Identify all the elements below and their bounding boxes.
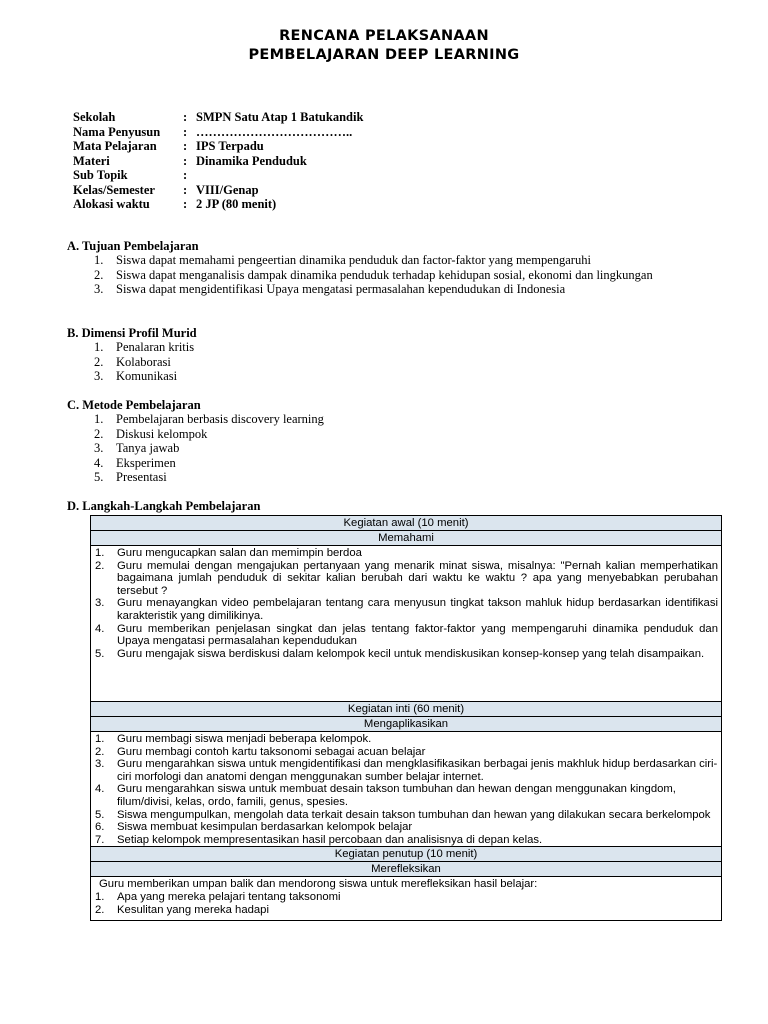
list-text: Presentasi — [116, 470, 167, 484]
list-item — [94, 427, 654, 442]
phase-body-inti — [91, 732, 722, 847]
list-item — [94, 253, 654, 268]
list-number: 5. — [95, 808, 105, 821]
info-label: Alokasi waktu — [73, 197, 150, 211]
phase-subheader-awal: Memahami — [91, 531, 722, 546]
info-value: VIII/Genap — [196, 182, 259, 197]
list-item — [95, 733, 718, 746]
section-c-list — [94, 412, 654, 485]
phase-subheader-inti: Mengaplikasikan — [91, 717, 722, 732]
info-label: Nama Penyusun — [73, 124, 161, 139]
phase-subheader-penutup: Merefleksikan — [91, 862, 722, 877]
list-text: Guru mengucapkan salan dan memimpin berdoa — [117, 547, 362, 559]
document-title-line-1: RENCANA PELAKSANAAN — [279, 28, 489, 44]
list-item — [95, 746, 718, 759]
list-text: Siswa mengumpulkan, mengolah data terkait desain takson tumbuhan dan hewan yang dilakukan secara berkelompok — [117, 808, 711, 821]
list-text: Kolaborasi — [116, 354, 171, 369]
reflection-intro: Guru memberikan umpan balik dan mendorong siswa untuk merefleksikan hasil belajar: — [99, 878, 538, 891]
phase-header-penutup: Kegiatan penutup (10 menit) — [91, 847, 722, 862]
list-number: 1. — [95, 547, 105, 559]
list-item — [94, 456, 654, 471]
info-colon: : — [183, 139, 188, 153]
list-number: 3. — [94, 441, 104, 455]
list-text: Pembelajaran berbasis discovery learning — [116, 412, 324, 426]
list-text: Guru mengarahkan siswa untuk mengidentifikasi dan mengklasifikasikan berbagai jenis makhluk hidup berdasarkan ciri-ciri morfologi dan anatomi dengan menggunakan sumber belajar internet. — [117, 758, 718, 783]
list-number: 3. — [94, 369, 104, 383]
section-d-heading: D. Langkah-Langkah Pembelajaran — [67, 499, 261, 513]
list-number: 3. — [95, 758, 105, 771]
list-text: Komunikasi — [116, 369, 178, 383]
info-label: Kelas/Semester — [73, 182, 155, 197]
info-colon: : — [183, 168, 188, 182]
phase-body-penutup — [91, 877, 722, 921]
section-a-heading: A. Tujuan Pembelajaran — [67, 239, 199, 253]
list-item — [94, 412, 654, 427]
list-item — [94, 340, 654, 355]
info-label: Mata Pelajaran — [73, 139, 157, 153]
list-text: Guru menayangkan video pembelajaran tentang cara menyusun tingkat takson mahluk hidup berdasarkan identifikasi karakteristik yang dimilikinya. — [117, 597, 718, 622]
phase-header-inti: Kegiatan inti (60 menit) — [91, 702, 722, 717]
list-item — [95, 809, 718, 822]
info-value: Dinamika Penduduk — [196, 153, 307, 168]
list-text: Siswa dapat menganalisis dampak dinamika penduduk terhadap kehidupan sosial, ekonomi dan lingkungan — [116, 267, 653, 282]
list-item — [95, 834, 718, 847]
list-number: 3. — [95, 597, 105, 610]
list-item — [95, 547, 718, 560]
list-text: Penalaran kritis — [116, 340, 195, 354]
list-text: Guru membagi contoh kartu taksonomi sebagai acuan belajar — [117, 745, 426, 758]
activity-list-inti — [95, 733, 718, 846]
phase-body-awal — [91, 546, 722, 702]
info-colon: : — [183, 182, 188, 197]
list-text: Kesulitan yang mereka hadapi — [117, 903, 269, 916]
list-text: Guru membagi siswa menjadi beberapa kelompok. — [117, 733, 372, 745]
list-item — [94, 355, 654, 370]
activity-list-awal — [95, 547, 718, 660]
section-c-heading: C. Metode Pembelajaran — [67, 398, 201, 412]
list-text: Guru memberikan penjelasan singkat dan jelas tentang faktor-faktor yang mempengaruhi dinamika penduduk dan Upaya mengatasi permasalahan kependudukan — [117, 622, 718, 648]
list-number: 2. — [94, 267, 104, 282]
section-b-list — [94, 340, 654, 384]
list-text: Diskusi kelompok — [116, 426, 208, 441]
list-number: 4. — [95, 622, 105, 635]
list-number: 7. — [95, 833, 105, 846]
list-number: 1. — [95, 733, 105, 745]
info-value: SMPN Satu Atap 1 Batukandik — [196, 110, 364, 124]
list-number: 1. — [94, 412, 104, 426]
list-item — [94, 369, 654, 384]
list-text: Guru memulai dengan mengajukan pertanyaan yang menarik minat siswa, misalnya: "Pernah kalian memperhatikan bagaimana jumlah penduduk di sekitar kalian berubah dari waktu ke waktu ? apa yang menyebabkan perubahan tersebut ? — [117, 559, 718, 597]
info-label: Sub Topik — [73, 168, 128, 182]
list-text: Guru mengarahkan siswa untuk membuat desain takson tumbuhan dan hewan dengan menggunakan kingdom, filum/divisi, kelas, ordo, famili, genus, spesies. — [117, 783, 676, 808]
list-text: Siswa dapat memahami pengeertian dinamika penduduk dan factor-faktor yang mempengaruhi — [116, 253, 591, 267]
info-colon: : — [183, 197, 188, 211]
list-number: 1. — [94, 253, 104, 267]
list-item — [95, 821, 718, 834]
list-text: Setiap kelompok mempresentasikan hasil percobaan dan analisisnya di depan kelas. — [117, 833, 543, 846]
list-item — [95, 623, 718, 648]
info-colon: : — [183, 124, 188, 139]
list-number: 6. — [95, 821, 105, 834]
list-number: 2. — [94, 426, 104, 441]
list-number: 2. — [95, 745, 105, 758]
phase-header-awal: Kegiatan awal (10 menit) — [91, 516, 722, 531]
list-item — [95, 597, 718, 622]
list-text: Apa yang mereka pelajari tentang taksonomi — [117, 891, 341, 904]
info-value: 2 JP (80 menit) — [196, 197, 277, 211]
list-item — [94, 470, 654, 485]
list-item — [94, 282, 654, 297]
list-text: Siswa dapat mengidentifikasi Upaya mengatasi permasalahan kependudukan di Indonesia — [116, 282, 566, 296]
learning-steps-table — [90, 515, 722, 921]
list-text: Tanya jawab — [116, 441, 180, 455]
activity-list-penutup — [95, 891, 718, 916]
list-number: 1. — [94, 340, 104, 354]
list-item — [95, 758, 718, 783]
list-number: 5. — [95, 647, 105, 660]
list-item — [95, 783, 718, 808]
info-value: IPS Terpadu — [196, 139, 264, 153]
list-item — [95, 891, 718, 904]
list-item — [95, 904, 718, 917]
info-value: ……………………………….. — [196, 124, 353, 139]
list-number: 3. — [94, 282, 104, 296]
list-number: 2. — [95, 903, 105, 916]
list-item — [94, 441, 654, 456]
list-number: 1. — [95, 891, 105, 904]
list-text: Siswa membuat kesimpulan berdasarkan kelompok belajar — [117, 821, 413, 834]
list-text: Guru mengajak siswa berdiskusi dalam kelompok kecil untuk mendiskusikan konsep-konsep yang telah disampaikan. — [117, 647, 705, 660]
list-number: 5. — [94, 470, 104, 484]
list-number: 4. — [94, 455, 104, 470]
list-text: Eksperimen — [116, 455, 176, 470]
section-a-list — [94, 253, 654, 297]
list-item — [94, 268, 654, 283]
section-b-heading: B. Dimensi Profil Murid — [67, 326, 197, 340]
list-item — [95, 560, 718, 598]
list-number: 2. — [94, 354, 104, 369]
list-number: 4. — [95, 783, 105, 796]
document-title-line-2: PEMBELAJARAN DEEP LEARNING — [248, 47, 520, 63]
info-colon: : — [183, 153, 188, 168]
info-colon: : — [183, 110, 188, 124]
list-item — [95, 648, 718, 661]
info-label: Sekolah — [73, 110, 116, 124]
list-number: 2. — [95, 559, 105, 572]
info-label: Materi — [73, 153, 110, 168]
